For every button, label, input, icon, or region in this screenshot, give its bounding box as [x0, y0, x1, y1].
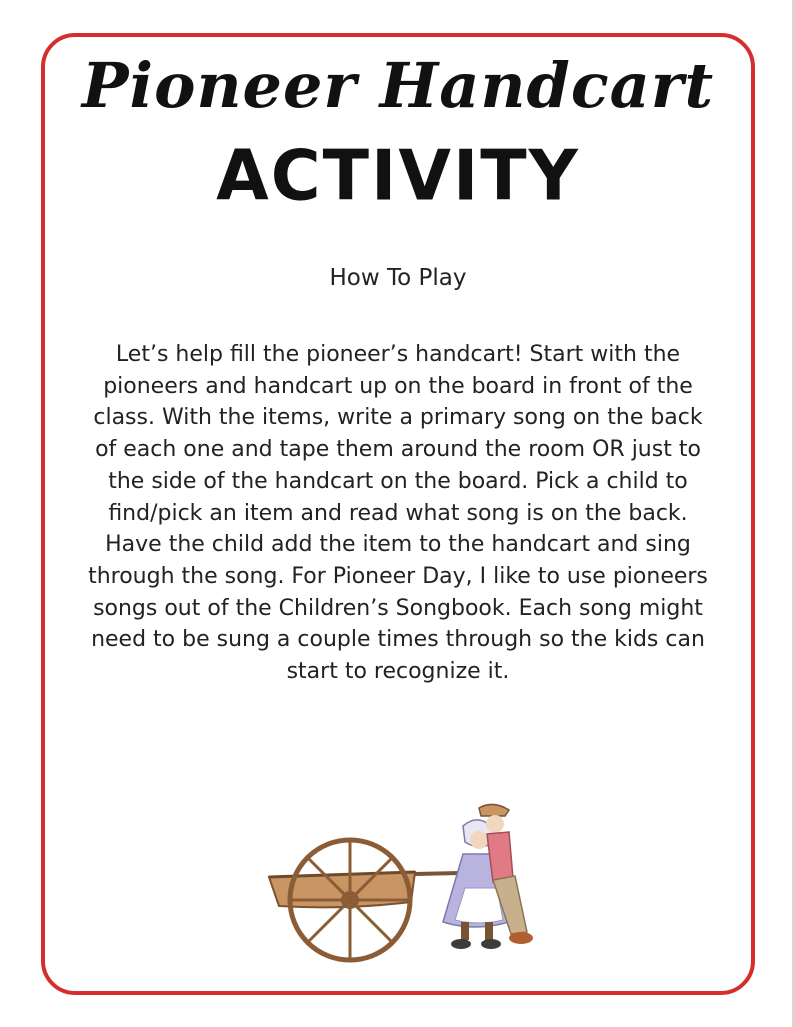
title-activity: ACTIVITY: [216, 136, 580, 217]
how-to-play-heading: How To Play: [329, 265, 467, 291]
activity-card: [41, 33, 755, 995]
instructions-body: Let’s help fill the pioneer’s handcart! Start with the pioneers and handcart up on the board in front of the class. With the items, write a primary song on the back of each one and tape them around the room OR just to the side of the handcart on the board. Pick a child to find/pick an item and read what song is on the back. Have the child add the item to the handcart and sing through the song. For Pioneer Day, I like to use pioneers songs out of the Children’s Songbook. Each song might need to be sung a couple times through so the kids can start to recognize it.: [88, 342, 708, 685]
pioneer-handcart-illustration-icon: [265, 802, 541, 967]
title-script: Pioneer Handcart: [81, 49, 715, 122]
